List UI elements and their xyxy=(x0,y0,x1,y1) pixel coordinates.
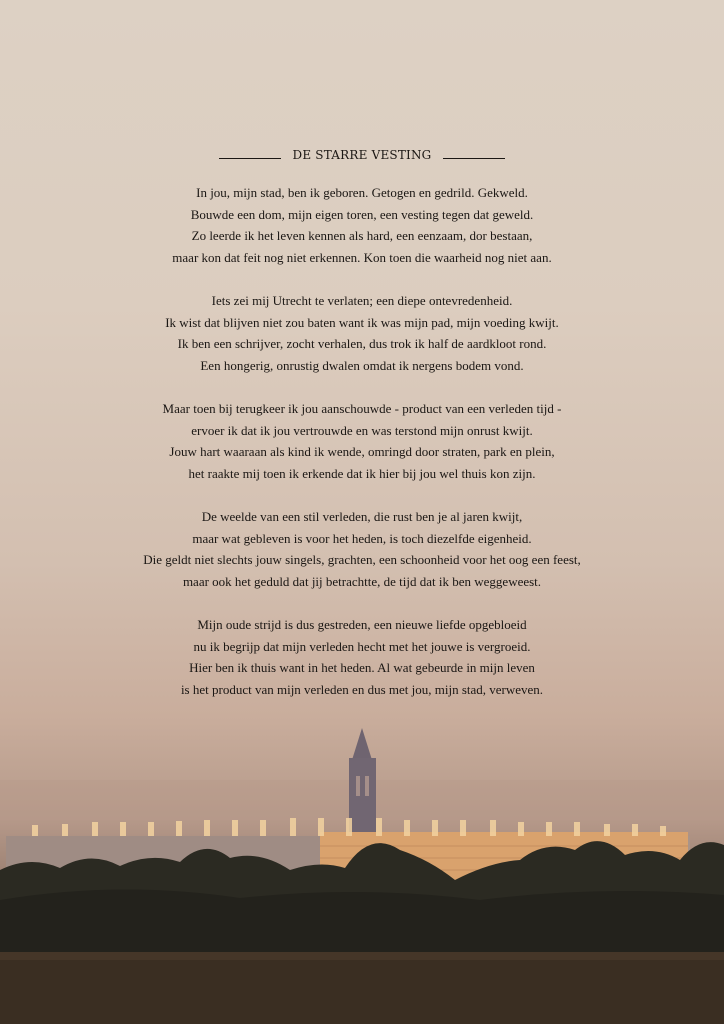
field xyxy=(0,952,724,1024)
poem-line: Ik ben een schrijver, zocht verhalen, dus trok ik half de aardkloot rond. xyxy=(177,336,547,351)
poem-line: Iets zei mij Utrecht te verlaten; een diepe ontevredenheid. xyxy=(211,293,513,308)
poem-line: In jou, mijn stad, ben ik geboren. Getogen en gedrild. Gekweld. xyxy=(196,185,528,200)
poem-line: De weelde van een stil verleden, die rust ben je al jaren kwijt, xyxy=(201,509,523,524)
poem-line: Jouw hart waaraan als kind ik wende, omringd door straten, park en plein, xyxy=(169,444,555,459)
poem-title xyxy=(0,148,724,162)
poem-title-text: DE STARRE VESTING xyxy=(292,148,432,162)
poem-line: het raakte mij toen ik erkende dat ik hier bij jou wel thuis kon zijn. xyxy=(188,465,536,481)
stanza xyxy=(0,182,724,268)
poem-line: Zo leerde ik het leven kennen als hard, een eenzaam, dor bestaan, xyxy=(191,228,533,243)
poem-line: Hier ben ik thuis want in het heden. Al wat gebeurde in mijn leven xyxy=(189,660,535,675)
stanza xyxy=(0,506,724,592)
stanza xyxy=(0,398,724,484)
poem-line: Maar toen bij terugkeer ik jou aanschouwde - product van een verleden tijd - xyxy=(162,401,562,416)
poem-line: maar wat gebleven is voor het heden, is toch diezelfde eigenheid. xyxy=(192,530,532,546)
poem-line: ervoer ik dat ik jou vertrouwde en was terstond mijn onrust kwijt. xyxy=(191,422,533,438)
title-rule-left xyxy=(219,158,281,159)
stanza xyxy=(0,290,724,376)
poem-line: maar kon dat feit nog niet erkennen. Kon toen die waarheid nog niet aan. xyxy=(172,249,552,265)
stanza xyxy=(0,614,724,700)
poem-line: maar ook het geduld dat jij betrachtte, de tijd dat ik ben weggeweest. xyxy=(182,573,542,589)
poem-line: is het product van mijn verleden en dus met jou, mijn stad, verweven. xyxy=(180,681,544,697)
poem-line: Bouwde een dom, mijn eigen toren, een vesting tegen dat geweld. xyxy=(190,206,534,222)
poem-line: Die geldt niet slechts jouw singels, grachten, een schoonheid voor het oog een feest, xyxy=(143,552,581,567)
poem xyxy=(0,148,724,722)
church-tower xyxy=(349,728,376,840)
poem-line: nu ik begrijp dat mijn verleden hecht met het jouwe is vergroeid. xyxy=(193,638,531,654)
poem-line: Een hongerig, onrustig dwalen omdat ik nergens bodem vond. xyxy=(200,357,524,373)
poem-line: Mijn oude strijd is dus gestreden, een nieuwe liefde opgebloeid xyxy=(197,617,527,632)
poem-line: Ik wist dat blijven niet zou baten want ik was mijn pad, mijn voeding kwijt. xyxy=(165,314,559,330)
title-rule-right xyxy=(443,158,505,159)
